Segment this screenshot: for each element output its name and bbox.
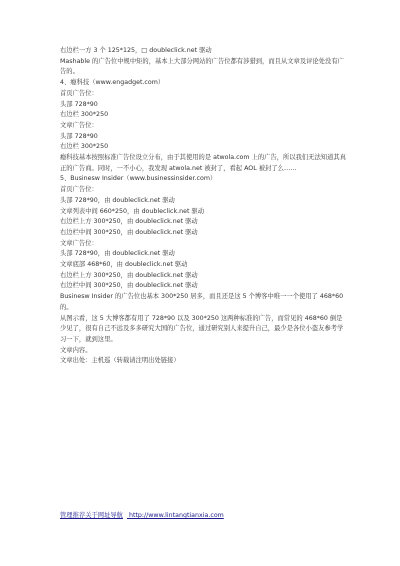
text-line: 头部 728*90，由 doubleclick.net 驱动 <box>60 250 175 258</box>
text-line: 右边栏一方 3 个 125*125，□ doubleclick.net 驱动 <box>60 47 212 54</box>
document-body <box>60 46 348 367</box>
section-heading: 5、Businesw Insider（www.businessinsider.com） <box>60 175 217 183</box>
text-line: Businesw Insider 的广告位也基本 300*250 居多，而且还是这 5 个博客中唯一一个使用了 468*60 的。 <box>60 293 344 311</box>
text-line: 首页广告位： <box>60 89 98 97</box>
text-line: 头部 728*90 <box>60 132 98 140</box>
text-line: 右边栏 300*250 <box>60 143 109 151</box>
text-line: 右边栏上方 300*250，由 doubleclick.net 驱动 <box>60 218 198 226</box>
text-line: 右边栏上方 300*250，由 doubleclick.net 驱动 <box>60 271 198 279</box>
footer-site-link[interactable]: 管理推荐关于网址导航 <box>60 512 123 519</box>
text-line: 首页广告位： <box>60 186 98 194</box>
page-footer <box>60 511 228 520</box>
text-line: 文章内容。 <box>60 346 92 354</box>
text-line: 文章出处：主机巡（转载请注明出处链接） <box>60 357 180 365</box>
text-line: 右边栏中间 300*250，由 doubleclick.net 驱动 <box>60 228 198 236</box>
text-line: 右边栏中间 300*250，由 doubleclick.net 驱动 <box>60 282 198 290</box>
text-line: 头部 728*90，由 doubleclick.net 驱动 <box>60 196 175 204</box>
text-line: 文章广告位： <box>60 121 98 129</box>
text-line: 文章列表中间 660*250，由 doubleclick.net 驱动 <box>60 207 205 215</box>
footer-url-link[interactable]: http://www.lintangtianxia.com <box>128 512 224 519</box>
text-line: 右边栏 300*250 <box>60 111 109 119</box>
section-heading: 4、瘾科技（www.engadget.com） <box>60 79 165 87</box>
text-line: 从图示看，这 5 大博客都有用了 728*90 以及 300*250 这两种标准的广告，而常见的 468*60 倒是少见了，很有自己不远及多多研究大国的广告位，通过研究别人来提升自己，最少是各位小盗友参考学习一下，就到这里。 <box>60 314 344 343</box>
text-line: Mashable 的广告位中规中矩的，基本上大部分网站的广告位都有涉猎到，而且从文章及评论处没有广告的。 <box>60 57 344 76</box>
text-line: 瘾科技基本按照标准广告位设立分布，由于其使用的是 atwola.com 上的广告，所以我们无法知道其真正的广告商。同时，一不小心，我发现 atwola.net 被封了，看起 AOL 被封了么…… <box>60 154 346 172</box>
text-line: 文章底部 468*60，由 doubleclick.net 驱动 <box>60 261 188 269</box>
text-line: 文章广告位： <box>60 239 98 247</box>
text-line: 头部 728*90 <box>60 100 98 108</box>
